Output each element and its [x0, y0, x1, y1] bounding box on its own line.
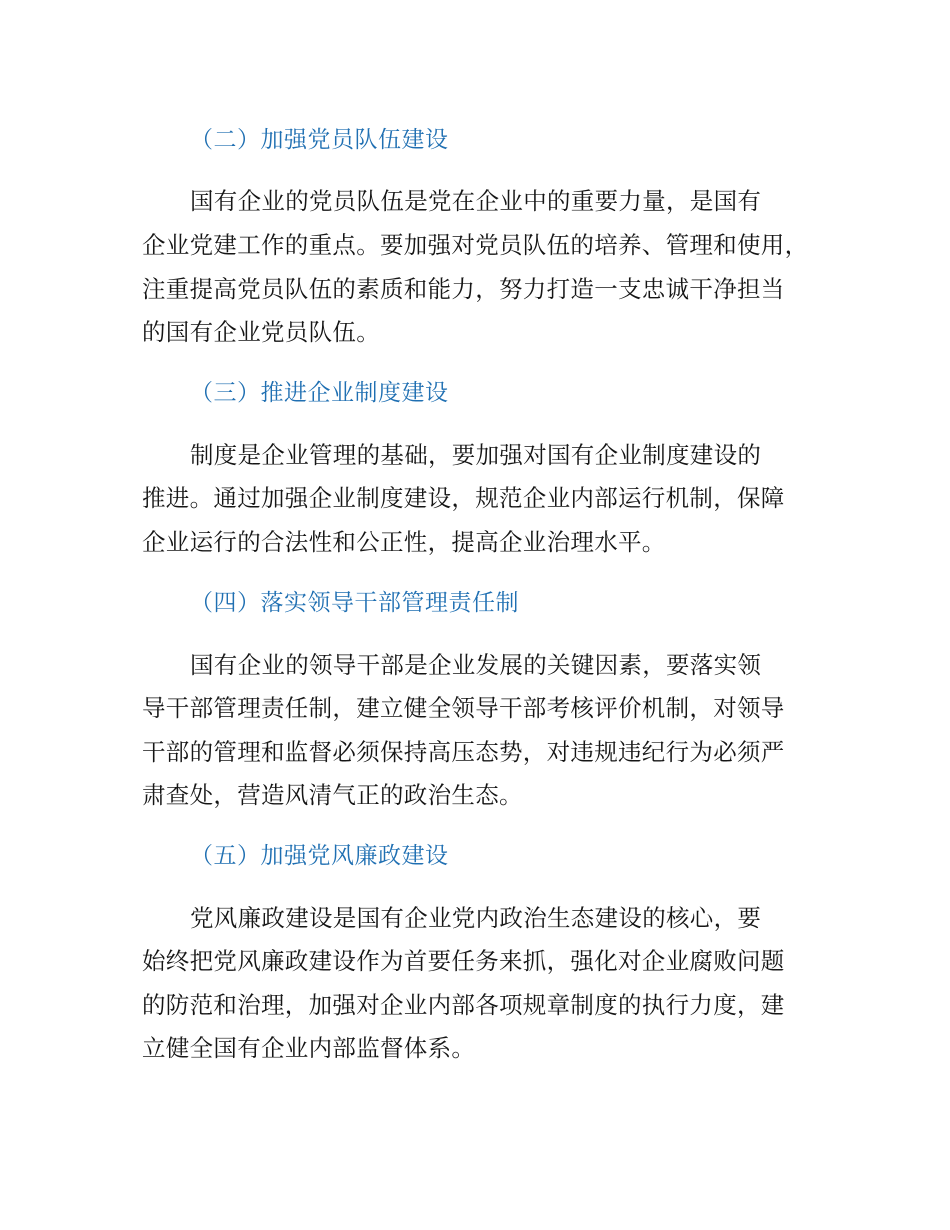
paragraph-line: 企业运行的合法性和公正性，提高企业治理水平。	[142, 528, 666, 556]
paragraph-line: 始终把党风廉政建设作为首要任务来抓，强化对企业腐败问题	[142, 947, 785, 975]
section-heading-5: （五）加强党风廉政建设	[190, 843, 449, 869]
paragraph-line: 注重提高党员队伍的素质和能力，努力打造一支忠诚干净担当	[142, 275, 785, 303]
paragraph-line: 国有企业的党员队伍是党在企业中的重要力量，是国有	[190, 187, 762, 215]
paragraph-line: 的防范和治理，加强对企业内部各项规章制度的执行力度，建	[142, 991, 785, 1019]
section-heading-4: （四）落实领导干部管理责任制	[190, 590, 519, 616]
paragraph-line: 推进。通过加强企业制度建设，规范企业内部运行机制，保障	[142, 484, 785, 512]
paragraph-line: 干部的管理和监督必须保持高压态势，对违规违纪行为必须严	[142, 738, 785, 766]
paragraph-line: 立健全国有企业内部监督体系。	[142, 1034, 476, 1062]
section-heading-3: （三）推进企业制度建设	[190, 380, 449, 406]
paragraph-line: 导干部管理责任制，建立健全领导干部考核评价机制，对领导	[142, 694, 785, 722]
section-heading-2: （二）加强党员队伍建设	[190, 127, 449, 153]
paragraph-line: 企业党建工作的重点。要加强对党员队伍的培养、管理和使用，	[142, 231, 809, 259]
paragraph-line: 党风廉政建设是国有企业党内政治生态建设的核心，要	[190, 904, 762, 932]
paragraph-line: 的国有企业党员队伍。	[142, 318, 380, 346]
paragraph-line: 肃查处，营造风清气正的政治生态。	[142, 781, 523, 809]
paragraph-line: 制度是企业管理的基础，要加强对国有企业制度建设的	[190, 441, 762, 469]
paragraph-line: 国有企业的领导干部是企业发展的关键因素，要落实领	[190, 651, 762, 679]
